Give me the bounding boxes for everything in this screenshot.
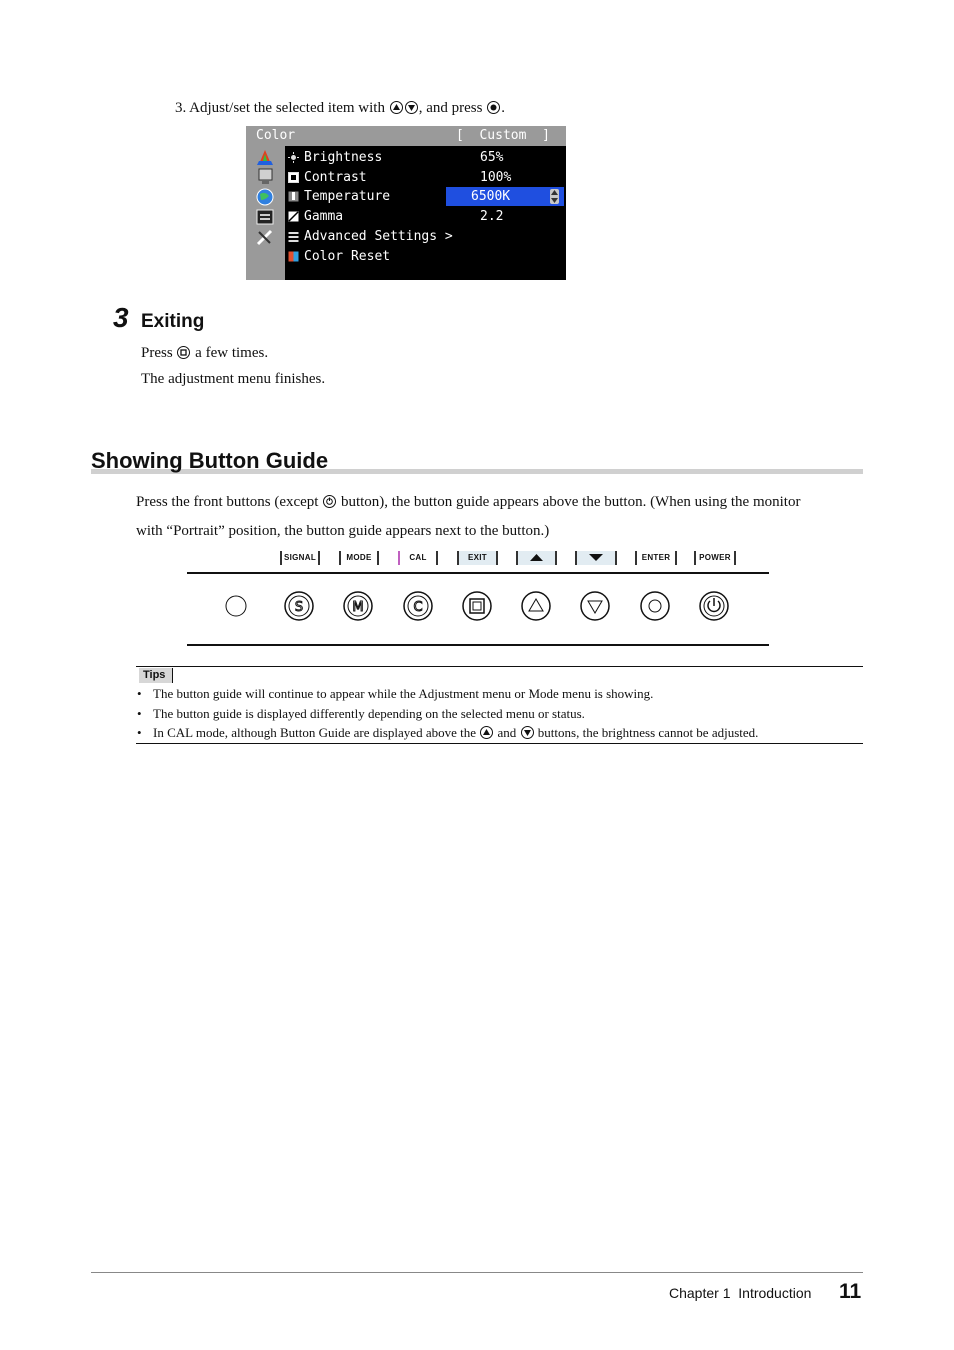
exit-button-icon <box>177 346 190 359</box>
enter-button-icon <box>487 101 500 114</box>
tools-icon[interactable] <box>255 228 275 246</box>
color-icon[interactable] <box>255 148 275 166</box>
mode-button[interactable] <box>343 591 373 621</box>
monitor-icon[interactable] <box>255 168 275 186</box>
thermometer-icon <box>288 191 299 202</box>
contrast-icon <box>288 172 299 183</box>
front-panel-top-edge <box>187 572 769 574</box>
osd-row-advanced-settings[interactable]: Advanced Settings > <box>288 227 564 246</box>
exiting-instruction: Press a few times. <box>141 345 269 361</box>
down-arrow-icon <box>577 551 615 563</box>
signal-button[interactable] <box>284 591 314 621</box>
guide-label-down <box>575 551 617 565</box>
guide-label-signal: SIGNAL <box>280 551 320 565</box>
step-3-instruction: 3. Adjust/set the selected item with , and press . <box>175 100 505 116</box>
power-button-icon <box>323 495 336 508</box>
guide-label-enter: ENTER <box>635 551 677 565</box>
tips-label: Tips <box>139 668 173 683</box>
tip-item-2: • The button guide is displayed differently depending on the selected menu or status. <box>137 706 585 721</box>
enter-button[interactable] <box>640 591 670 621</box>
guide-label-mode: MODE <box>339 551 379 565</box>
osd-sidebar[interactable] <box>246 146 285 280</box>
svg-text:M: M <box>352 600 364 615</box>
footer-rule <box>91 1272 863 1273</box>
tips-top-rule <box>136 666 863 667</box>
guide-label-up <box>516 551 557 565</box>
reset-icon <box>288 251 299 262</box>
power-button[interactable] <box>699 591 729 621</box>
guide-paragraph-line1: Press the front buttons (except button), the button guide appears above the button. (When using the monitor <box>136 494 801 510</box>
globe-icon[interactable] <box>255 188 275 206</box>
up-arrow-icon <box>518 551 555 563</box>
cal-button[interactable] <box>403 591 433 621</box>
up-down-spinner-icon[interactable] <box>550 189 559 204</box>
tips-label-separator <box>172 668 173 683</box>
footer-chapter: Chapter 1 Introduction <box>669 1285 812 1301</box>
info-icon[interactable] <box>255 208 275 226</box>
osd-row-brightness[interactable]: Brightness 65% <box>288 148 564 167</box>
osd-row-color-reset[interactable]: Color Reset <box>288 247 564 266</box>
down-button-icon <box>405 101 418 114</box>
gamma-icon <box>288 211 299 222</box>
light-sensor-icon <box>225 595 247 617</box>
section-heading: Showing Button Guide <box>91 448 329 473</box>
guide-label-cal: CAL <box>398 551 438 565</box>
up-button-icon <box>480 726 493 739</box>
step-title: Exiting <box>141 311 205 332</box>
down-button[interactable] <box>580 591 610 621</box>
down-button-icon <box>521 726 534 739</box>
exiting-result: The adjustment menu finishes. <box>141 371 326 387</box>
guide-label-power: POWER <box>694 551 736 565</box>
page-number: 11 <box>839 1280 862 1303</box>
sun-icon <box>288 152 299 163</box>
up-button[interactable] <box>521 591 551 621</box>
tip-item-3: • In CAL mode, although Button Guide are displayed above the and buttons, the brightness cannot be adjusted. <box>137 725 759 740</box>
guide-label-exit: EXIT <box>457 551 498 565</box>
osd-title: Color <box>256 128 296 143</box>
osd-color-menu <box>246 126 566 280</box>
osd-row-gamma[interactable]: Gamma 2.2 <box>288 207 564 226</box>
tips-bottom-rule <box>136 743 863 744</box>
up-button-icon <box>390 101 403 114</box>
svg-text:C: C <box>413 600 423 615</box>
step-number: 3 <box>113 302 129 333</box>
tip-item-1: • The button guide will continue to appear while the Adjustment menu or Mode menu is showing. <box>137 686 654 701</box>
osd-row-temperature[interactable]: Temperature 6500K <box>288 187 564 206</box>
exit-button[interactable] <box>462 591 492 621</box>
advanced-icon <box>288 231 299 242</box>
front-panel-bottom-edge <box>187 644 769 646</box>
osd-mode: [ Custom ] <box>456 128 550 143</box>
osd-title-bar <box>246 126 566 146</box>
svg-text:S: S <box>294 600 304 615</box>
osd-row-contrast[interactable]: Contrast 100% <box>288 168 564 187</box>
guide-paragraph-line2: with “Portrait” position, the button guide appears next to the button.) <box>136 523 550 539</box>
